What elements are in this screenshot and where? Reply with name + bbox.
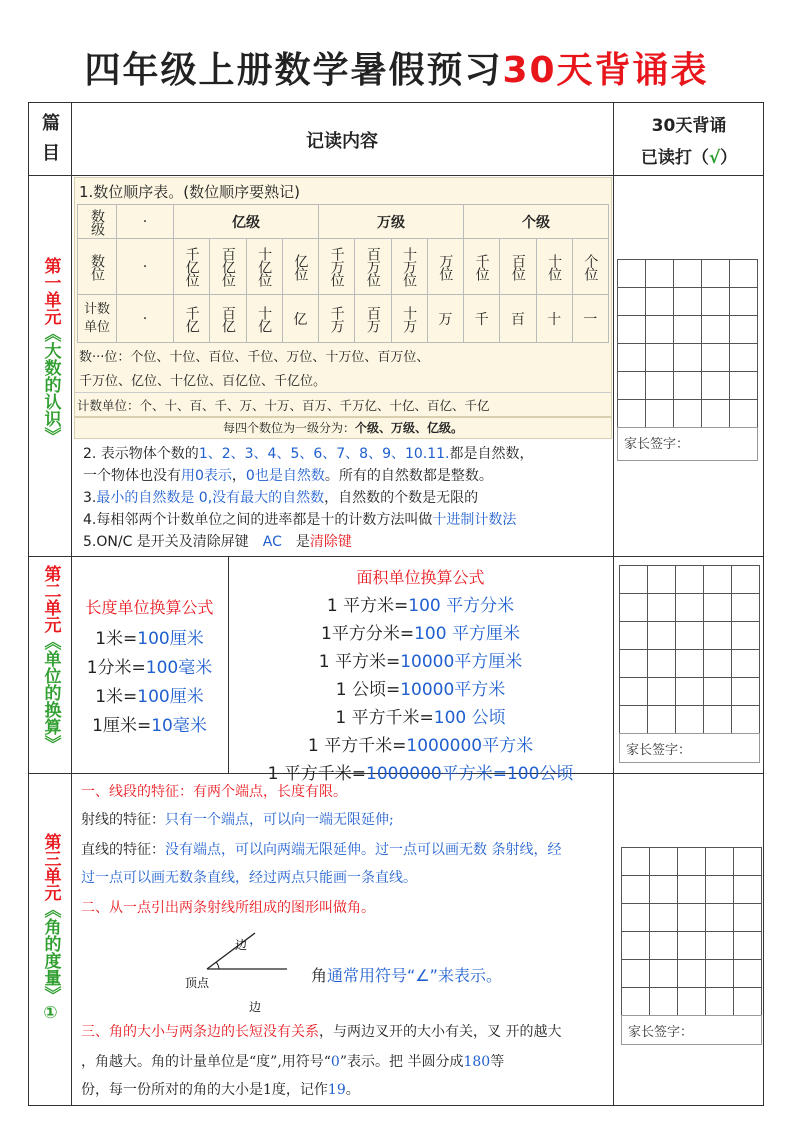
segment-def: 一、线段的特征：有两个端点，长度有限。: [81, 784, 347, 800]
area-line: 1 平方千米=1000000平方米=100公顷: [267, 764, 574, 784]
area-line: 1 平方米=10000平方厘米: [318, 652, 523, 672]
unit2-label: 第二单元 《单位的换算》: [40, 565, 61, 752]
places-list-line1: 数···位：个位、十位、百位、千位、万位、十万位、百万位、: [79, 350, 430, 365]
area-line: 1 公顷=10000平方米: [335, 680, 506, 700]
parent-signature-unit1[interactable]: 家长签字：: [617, 427, 758, 461]
area-line: 1 平方千米=100 公顷: [335, 708, 506, 728]
row-label-place: 数位: [78, 239, 117, 295]
ray-def: 射线的特征：只有一个端点，可以向一端无限延伸;: [81, 812, 394, 828]
check-grid-unit1[interactable]: [617, 259, 758, 428]
level-wan: 万级: [319, 205, 464, 239]
place-value-panel: [74, 177, 612, 417]
places-list-line2: 千万位、亿位、十亿位、百亿位、千亿位。: [79, 374, 327, 389]
page-title: 四年级上册数学暑假预习30天背诵表: [84, 50, 709, 91]
unit1-label: 第一单元 《大数的认识》: [40, 257, 61, 444]
line-def-cont: 过一点可以画无数条直线，经过两点只能画一条直线。: [81, 870, 417, 886]
level-yi: 亿级: [174, 205, 319, 239]
check-grid-unit3[interactable]: [621, 847, 762, 1016]
angle-arc: [216, 962, 219, 969]
row-divider: [29, 175, 763, 176]
decimal-system: 4.每相邻两个计数单位之间的进率都是十的计数方法叫做十进制计数法: [83, 512, 517, 528]
recitation-table: [28, 102, 764, 1106]
place-value-table: 数级 · 亿级 万级 个级 数位 · 千亿位 百亿位 十亿位 亿位 千万位 百万位 十万位 万位 千位 百位 十位 个位 计数单位 · 千亿 百亿 十亿 亿 千万 百万 十万 万 千 百 十 一: [77, 204, 609, 343]
unit3-label: 第三单元 《角的度量》①: [40, 833, 61, 1023]
row-label-unit: 计数单位: [78, 295, 117, 343]
angle-diagram: [163, 921, 313, 1017]
angle-size-rule: 三、角的大小与两条边的长短没有关系，与两边叉开的大小有关，叉 开的越大: [81, 1024, 562, 1040]
parent-signature-unit2[interactable]: 家长签字：: [619, 733, 760, 763]
place-row: 数位 · 千亿位 百亿位 十亿位 亿位 千万位 百万位 十万位 万位 千位 百位 十位 个位: [78, 239, 609, 295]
area-line: 1 平方千米=1000000平方米: [307, 736, 534, 756]
vertex-label: 顶点: [185, 976, 210, 990]
calculator-keys: 5.ON/C 是开关及清除屏键 AC 是清除键: [83, 534, 352, 550]
level-ge: 个级: [464, 205, 609, 239]
edge-bottom-label: 边: [249, 1000, 262, 1014]
header-col-check-line2: 已读打（√）: [640, 148, 738, 168]
line-def: 直线的特征：没有端点，可以向两端无限延伸。过一点可以画无数 条射线，经: [81, 842, 562, 858]
angle-ray-top: [207, 933, 255, 969]
area-line: 1 平方米=100 平方分米: [326, 596, 515, 616]
group-rule: 每四个数位为一级分为：个级、万级、亿级。: [74, 417, 612, 439]
length-line: 1米=100厘米: [95, 687, 204, 707]
column-divider: [613, 103, 614, 1105]
header-col-section: 篇目: [42, 113, 60, 164]
unit-row: 计数单位 · 千亿 百亿 十亿 亿 千万 百万 十万 万 千 百 十 一: [78, 295, 609, 343]
smallest-natural: 3.最小的自然数是 0,没有最大的自然数，自然数的个数是无限的: [83, 490, 479, 506]
length-line: 1分米=100毫米: [86, 658, 213, 678]
length-conversions: 长度单位换算公式 1米=100厘米 1分米=100毫米 1米=100厘米 1厘米=10毫米: [71, 595, 228, 736]
natural-number-def: 2. 表示物体个数的1、2、3、4、5、6、7、8、9、10.11.都是自然数，: [83, 446, 534, 462]
area-conversions: 面积单位换算公式 1 平方米=100 平方分米 1平方分米=100 平方厘米 1 平方米=10000平方厘米 1 公顷=10000平方米 1 平方千米=100 公顷 1 平方千米=1000000平方米 1 平方千米=1000000平方米=100公顷: [228, 565, 613, 784]
parent-signature-unit3[interactable]: 家长签字：: [621, 1015, 762, 1045]
place-value-heading: 1.数位顺序表。(数位顺序要熟记): [79, 183, 301, 201]
degree-unit: ，角越大。角的计量单位是“度”,用符号“0”表示。把 半圆分成180等: [81, 1054, 505, 1070]
angle-def: 二、从一点引出两条射线所组成的图形叫做角。: [81, 900, 375, 916]
degree-def: 份，每一份所对的角的大小是1度，记作19。: [81, 1082, 360, 1098]
check-mark-icon: √: [708, 148, 721, 168]
header-col-content: 记读内容: [306, 131, 378, 152]
length-line: 1厘米=10毫米: [92, 716, 207, 736]
length-line: 1米=100厘米: [95, 629, 204, 649]
angle-symbol: 角通常用符号“∠”来表示。: [311, 966, 502, 985]
row-label-level: 数级: [78, 205, 117, 239]
header-col-check-line1: 30天背诵: [651, 116, 727, 136]
check-grid-unit2[interactable]: [619, 565, 760, 734]
zero-def: 一个物体也没有用0表示，0也是自然数。所有的自然数都是整数。: [83, 468, 493, 484]
edge-top-label: 边: [235, 938, 248, 952]
row-divider: [29, 556, 763, 557]
area-line: 1平方分米=100 平方厘米: [321, 624, 520, 644]
units-list: 计数单位：个、十、百、千、万、十万、百万、千万亿、十亿、百亿、千亿: [77, 398, 490, 413]
